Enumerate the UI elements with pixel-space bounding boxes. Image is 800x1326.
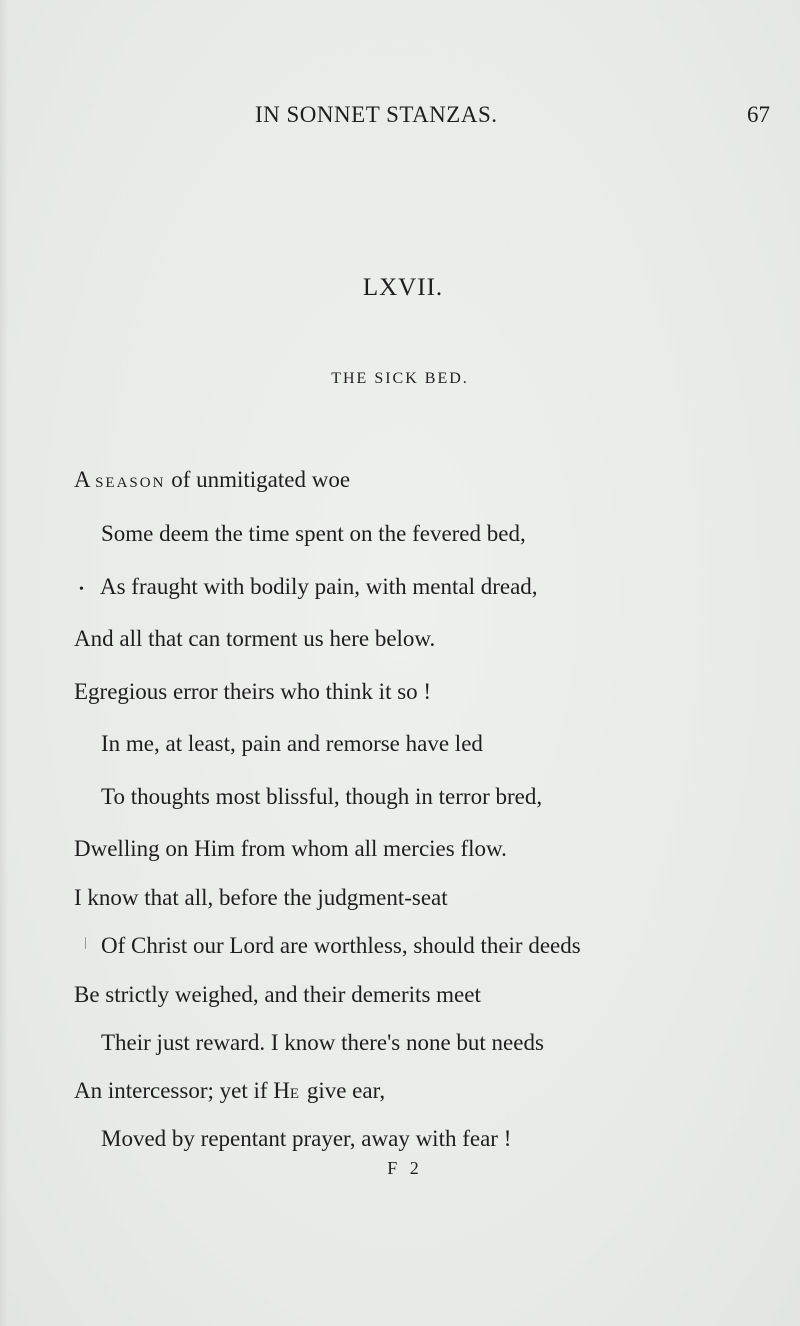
stanza1-line6: In me, at least, pain and remorse have led [101, 731, 483, 756]
line-text: of unmitigated woe [171, 467, 351, 492]
page-number: 67 [747, 102, 770, 127]
stanza1-line5: Egregious error theirs who think it so ! [74, 679, 432, 704]
pronoun-initial: H [273, 1078, 290, 1103]
signature-mark: F 2 [387, 1158, 423, 1178]
stanza2-line3: Be strictly weighed, and their demerits meet [74, 982, 481, 1007]
poem-number: LXVII. [362, 274, 444, 301]
stanza1-line2: Some deem the time spent on the fevered bed, [101, 521, 526, 546]
small-caps-word: SEASON [95, 475, 166, 491]
drop-cap: A [74, 467, 90, 492]
stanza2-line5 [74, 1079, 385, 1102]
stanza2-line1: I know that all, before the judgment-seat [74, 885, 448, 910]
stanza1-line1 [74, 468, 350, 491]
line-text: give ear, [306, 1078, 386, 1103]
stanza2-line4: Their just reward. I know there's none but needs [101, 1030, 544, 1055]
poem-title: THE SICK BED. [331, 370, 469, 387]
running-head: IN SONNET STANZAS. [255, 102, 498, 127]
stanza1-line8: Dwelling on Him from whom all mercies flow. [74, 836, 507, 861]
stanza1-line3: As fraught with bodily pain, with mental dread, [100, 574, 538, 599]
stanza2-line2: Of Christ our Lord are worthless, should their deeds [101, 933, 581, 958]
pronoun-he [273, 1078, 301, 1103]
line-text: An intercessor; yet if [74, 1078, 268, 1103]
stanza2-line6: Moved by repentant prayer, away with fear ! [101, 1126, 512, 1151]
stanza1-line7: To thoughts most blissful, though in terror bred, [101, 784, 543, 809]
stray-mark: • [79, 582, 84, 597]
pronoun-small-caps: E [289, 1086, 302, 1102]
stray-mark [85, 937, 86, 949]
stanza1-line4: And all that can torment us here below. [74, 626, 436, 651]
page-left-edge-shadow [0, 0, 8, 1326]
